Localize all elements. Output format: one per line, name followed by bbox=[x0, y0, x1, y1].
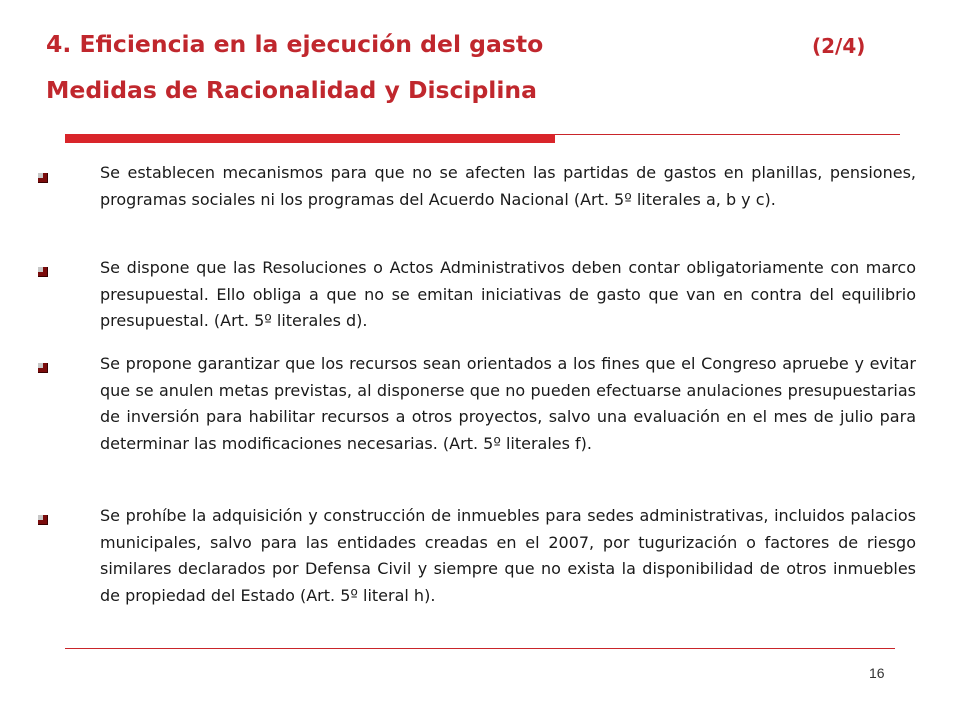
title-rule-thin bbox=[555, 134, 900, 135]
bullet-square-icon bbox=[38, 363, 48, 373]
slide-page-indicator: (2/4) bbox=[812, 34, 866, 58]
slide-subtitle: Medidas de Racionalidad y Disciplina bbox=[46, 76, 538, 104]
footer-rule bbox=[65, 648, 895, 649]
bullet-item: Se prohíbe la adquisición y construcción de inmuebles para sedes administrativas, incluidos palacios municipales, salvo para las entidades creadas en el 2007, por tugurización o factores de riesgo similares declarados por Defensa Civil y siempre que no exista la disponibilidad de otros inmuebles de propiedad del Estado (Art. 5º literal h). bbox=[100, 506, 916, 605]
bullet-item: Se dispone que las Resoluciones o Actos Administrativos deben contar obligatoriamente con marco presupuestal. Ello obliga a que no se emitan iniciativas de gasto que van en contra del equilibrio presupuestal. (Art. 5º literales d). bbox=[100, 258, 916, 330]
bullet-square-icon bbox=[38, 173, 48, 183]
page-number: 16 bbox=[869, 665, 885, 681]
slide-title: 4. Eficiencia en la ejecución del gasto bbox=[46, 30, 544, 58]
bullet-square-icon bbox=[38, 267, 48, 277]
bullet-item: Se establecen mecanismos para que no se afecten las partidas de gastos en planillas, pensiones, programas sociales ni los programas del Acuerdo Nacional (Art. 5º literales a, b y c). bbox=[100, 163, 916, 209]
bullet-item: Se propone garantizar que los recursos sean orientados a los fines que el Congreso apruebe y evitar que se anulen metas previstas, al disponerse que no pueden efectuarse anulaciones presupuestarias de inversión para habilitar recursos a otros proyectos, salvo una evaluación en el mes de julio para determinar las modificaciones necesarias. (Art. 5º literales f). bbox=[100, 354, 916, 453]
title-rule-thick bbox=[65, 134, 555, 143]
bullet-square-icon bbox=[38, 515, 48, 525]
